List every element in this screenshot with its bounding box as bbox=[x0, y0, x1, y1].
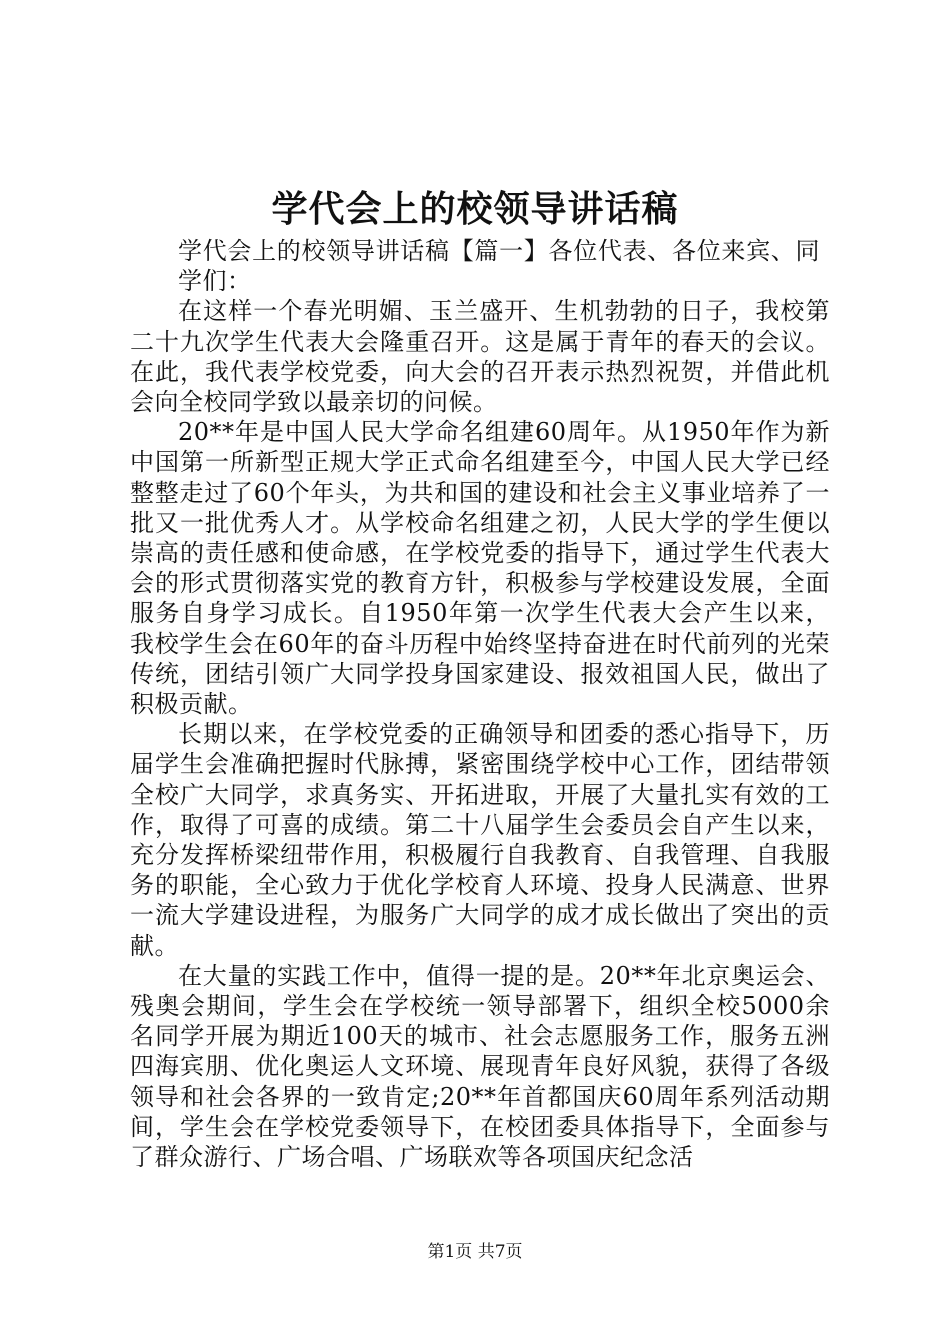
body-paragraph-2: 20**年是中国人民大学命名组建60周年。从1950年作为新中国第一所新型正规大学正式命名组建至今，中国人民大学已经整整走过了60个年头，为共和国的建设和社会主义事业培养了一批又一批优秀人才。从学校命名组建之初，人民大学的学生便以崇高的责任感和使命感，在学校党委的指导下，通过学生代表大会的形式贯彻落实党的教育方针，积极参与学校建设发展，全面服务自身学习成长。自1950年第一次学生代表大会产生以来，我校学生会在60年的奋斗历程中始终坚持奋进在时代前列的光荣传统，团结引领广大同学投身国家建设、报效祖国人民，做出了积极贡献。 bbox=[130, 418, 830, 719]
body-paragraph-4: 在大量的实践工作中，值得一提的是。20**年北京奥运会、残奥会期间，学生会在学校统一领导部署下，组织全校5000余名同学开展为期近100天的城市、社会志愿服务工作，服务五洲四海宾朋、优化奥运人文环境、展现青年良好风貌，获得了各级领导和社会各界的一致肯定;20**年首都国庆60周年系列活动期间，学生会在学校党委领导下，在校团委具体指导下，全面参与了群众游行、广场合唱、广场联欢等各项国庆纪念活 bbox=[130, 961, 830, 1172]
intro-paragraph: 学代会上的校领导讲话稿【篇一】各位代表、各位来宾、同学们： bbox=[178, 237, 820, 296]
page-number-footer: 第1页 共7页 bbox=[427, 1242, 523, 1262]
document-title: 学代会上的校领导讲话稿 bbox=[271, 188, 679, 230]
body-paragraph-1: 在这样一个春光明媚、玉兰盛开、生机勃勃的日子，我校第二十九次学生代表大会隆重召开。这是属于青年的春天的会议。在此，我代表学校党委，向大会的召开表示热烈祝贺，并借此机会向全校同学致以最亲切的问候。 bbox=[130, 297, 830, 417]
body-paragraph-3: 长期以来，在学校党委的正确领导和团委的悉心指导下，历届学生会准确把握时代脉搏，紧密围绕学校中心工作，团结带领全校广大同学，求真务实、开拓进取，开展了大量扎实有效的工作，取得了可喜的成绩。第二十八届学生会委员会自产生以来，充分发挥桥梁纽带作用，积极履行自我教育、自我管理、自我服务的职能，全心致力于优化学校育人环境、投身人民满意、世界一流大学建设进程，为服务广大同学的成才成长做出了突出的贡献。 bbox=[130, 720, 830, 960]
document-body bbox=[130, 236, 830, 1172]
